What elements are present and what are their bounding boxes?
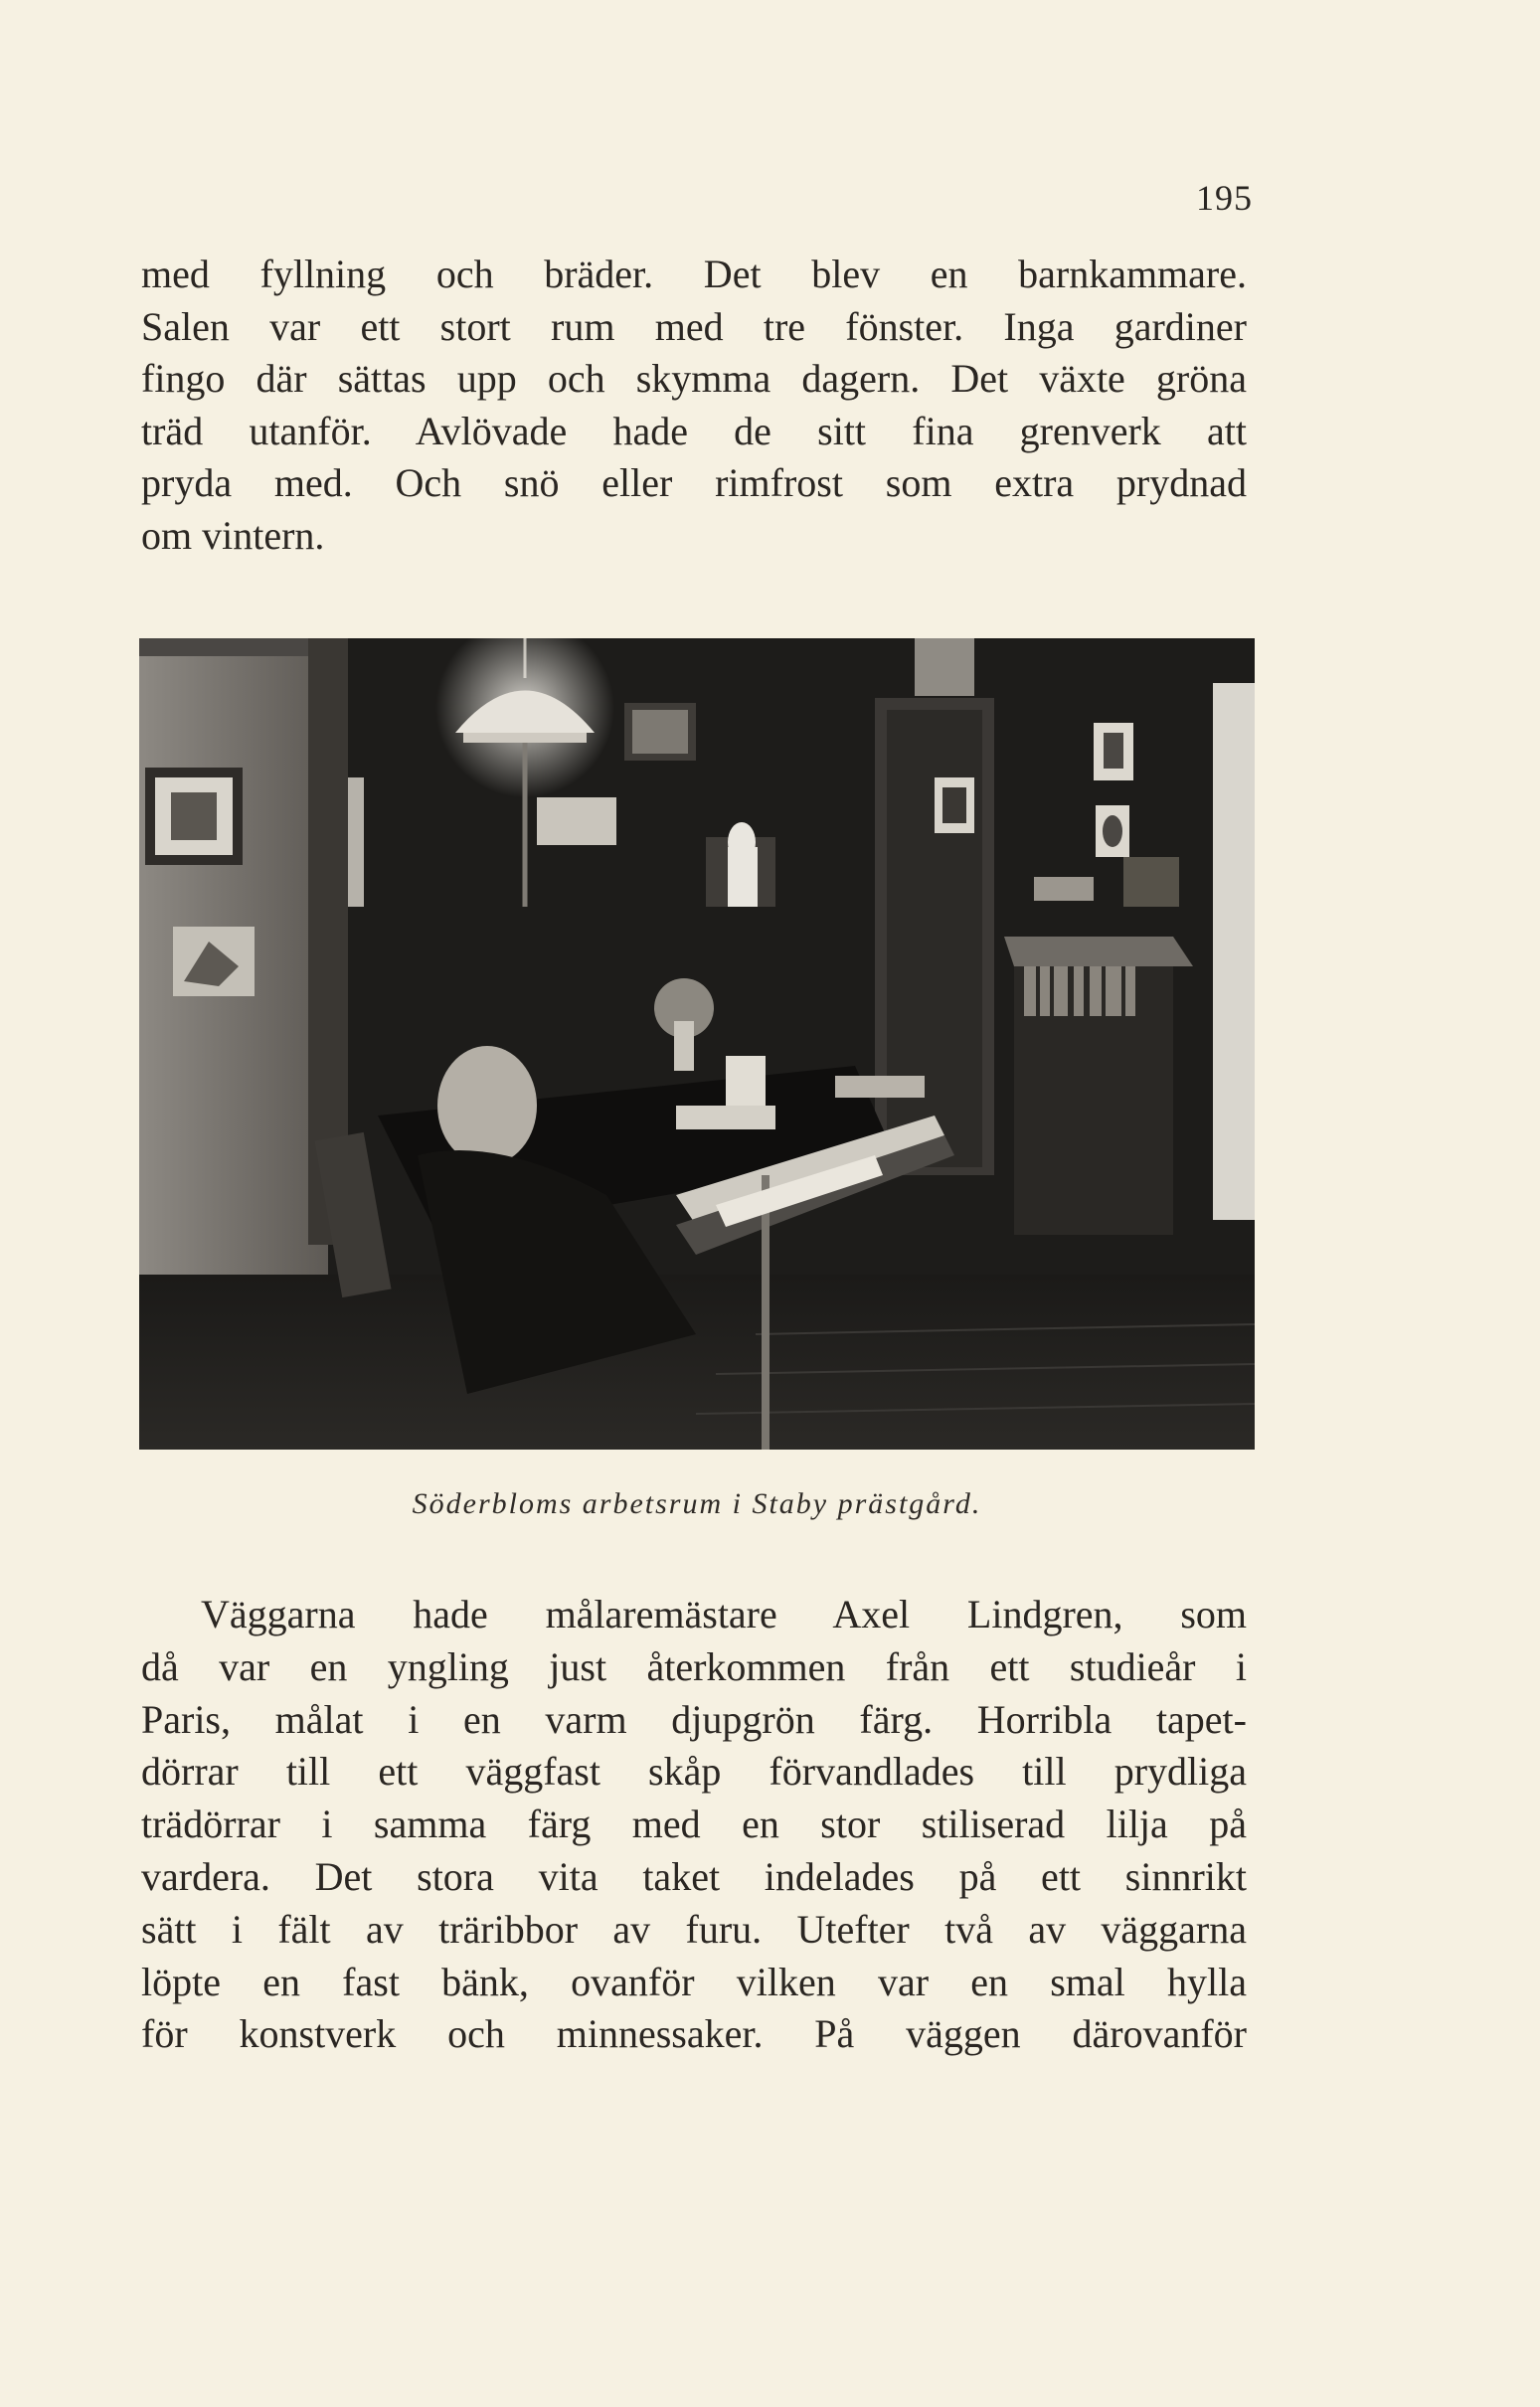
paragraph-top bbox=[141, 249, 1247, 563]
text-line: fingo där sättas upp och skymma dagern. Det växte gröna bbox=[141, 356, 1247, 402]
text-line: trädörrar i samma färg med en stor stiliserad lilja på bbox=[141, 1802, 1247, 1847]
paragraph-bottom bbox=[141, 1589, 1247, 2061]
text-line: pryda med. Och snö eller rimfrost som extra prydnad bbox=[141, 460, 1247, 506]
figure-caption: Söderbloms arbetsrum i Staby prästgård. bbox=[412, 1487, 982, 1520]
text-line: dörrar till ett väggfast skåp förvandlades till prydliga bbox=[141, 1749, 1247, 1795]
text-line: då var en yngling just återkommen från ett studieår i bbox=[141, 1643, 1247, 1689]
text-line: Väggarna hade målaremästare Axel Lindgren, som bbox=[201, 1592, 1247, 1636]
page-number: 195 bbox=[1196, 178, 1253, 218]
text-line: för konstverk och minnessaker. På väggen därovanför bbox=[141, 2011, 1247, 2057]
study-room-photo bbox=[139, 638, 1255, 1450]
text-line: Paris, målat i en varm djupgrön färg. Horribla tapet- bbox=[141, 1696, 1247, 1742]
text-line: sätt i fält av träribbor av furu. Utefter två av väggarna bbox=[141, 1906, 1247, 1952]
text-line: med fyllning och bräder. Det blev en barnkammare. bbox=[141, 252, 1247, 296]
text-line: om vintern. bbox=[141, 512, 325, 558]
text-line: träd utanför. Avlövade hade de sitt fina grenverk att bbox=[141, 408, 1247, 453]
text-line: Salen var ett stort rum med tre fönster. Inga gardiner bbox=[141, 303, 1247, 349]
text-line: vardera. Det stora vita taket indelades på ett sinnrikt bbox=[141, 1853, 1247, 1899]
text-line: löpte en fast bänk, ovanför vilken var en smal hylla bbox=[141, 1959, 1247, 2004]
